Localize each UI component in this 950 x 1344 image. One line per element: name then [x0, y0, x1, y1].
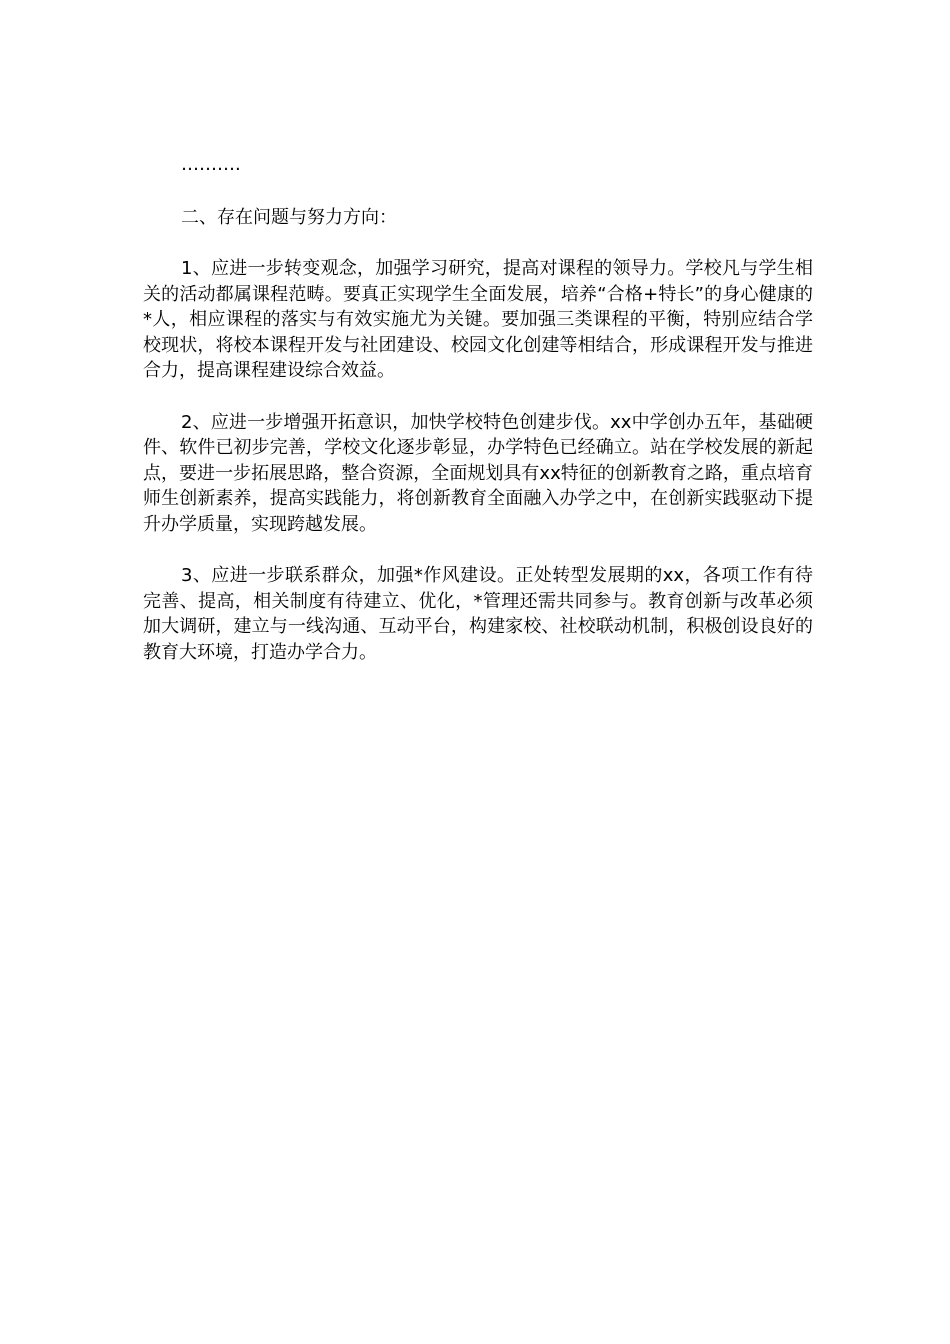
paragraph-3: 3、应进一步联系群众，加强*作风建设。正处转型发展期的xx，各项工作有待完善、提高，相关制度有待建立、优化，*管理还需共同参与。教育创新与改革必须加大调研，建立与一线沟通、互动平台，构建家校、社校联动机制，积极创设良好的教育大环境，打造办学合力。: [143, 565, 813, 663]
ellipsis-text: ……….: [181, 154, 241, 175]
paragraph-2: 2、应进一步增强开拓意识，加快学校特色创建步伐。xx中学创办五年，基础硬件、软件已初步完善，学校文化逐步彰显，办学特色已经确立。站在学校发展的新起点，要进一步拓展思路，整合资源，全面规划具有xx特征的创新教育之路，重点培育师生创新素养，提高实践能力，将创新教育全面融入办学之中，在创新实践驱动下提升办学质量，实现跨越发展。: [143, 411, 813, 535]
paragraph-1: 1、应进一步转变观念，加强学习研究，提高对课程的领导力。学校凡与学生相关的活动都属课程范畴。要真正实现学生全面发展，培养“合格+特长”的身心健康的*人，相应课程的落实与有效实施尤为关键。要加强三类课程的平衡，特别应结合学校现状，将校本课程开发与社团建设、校园文化创建等相结合，形成课程开发与推进合力，提高课程建设综合效益。: [143, 258, 813, 381]
section-heading: 二、存在问题与努力方向：: [181, 207, 397, 228]
document-body: [143, 152, 813, 665]
